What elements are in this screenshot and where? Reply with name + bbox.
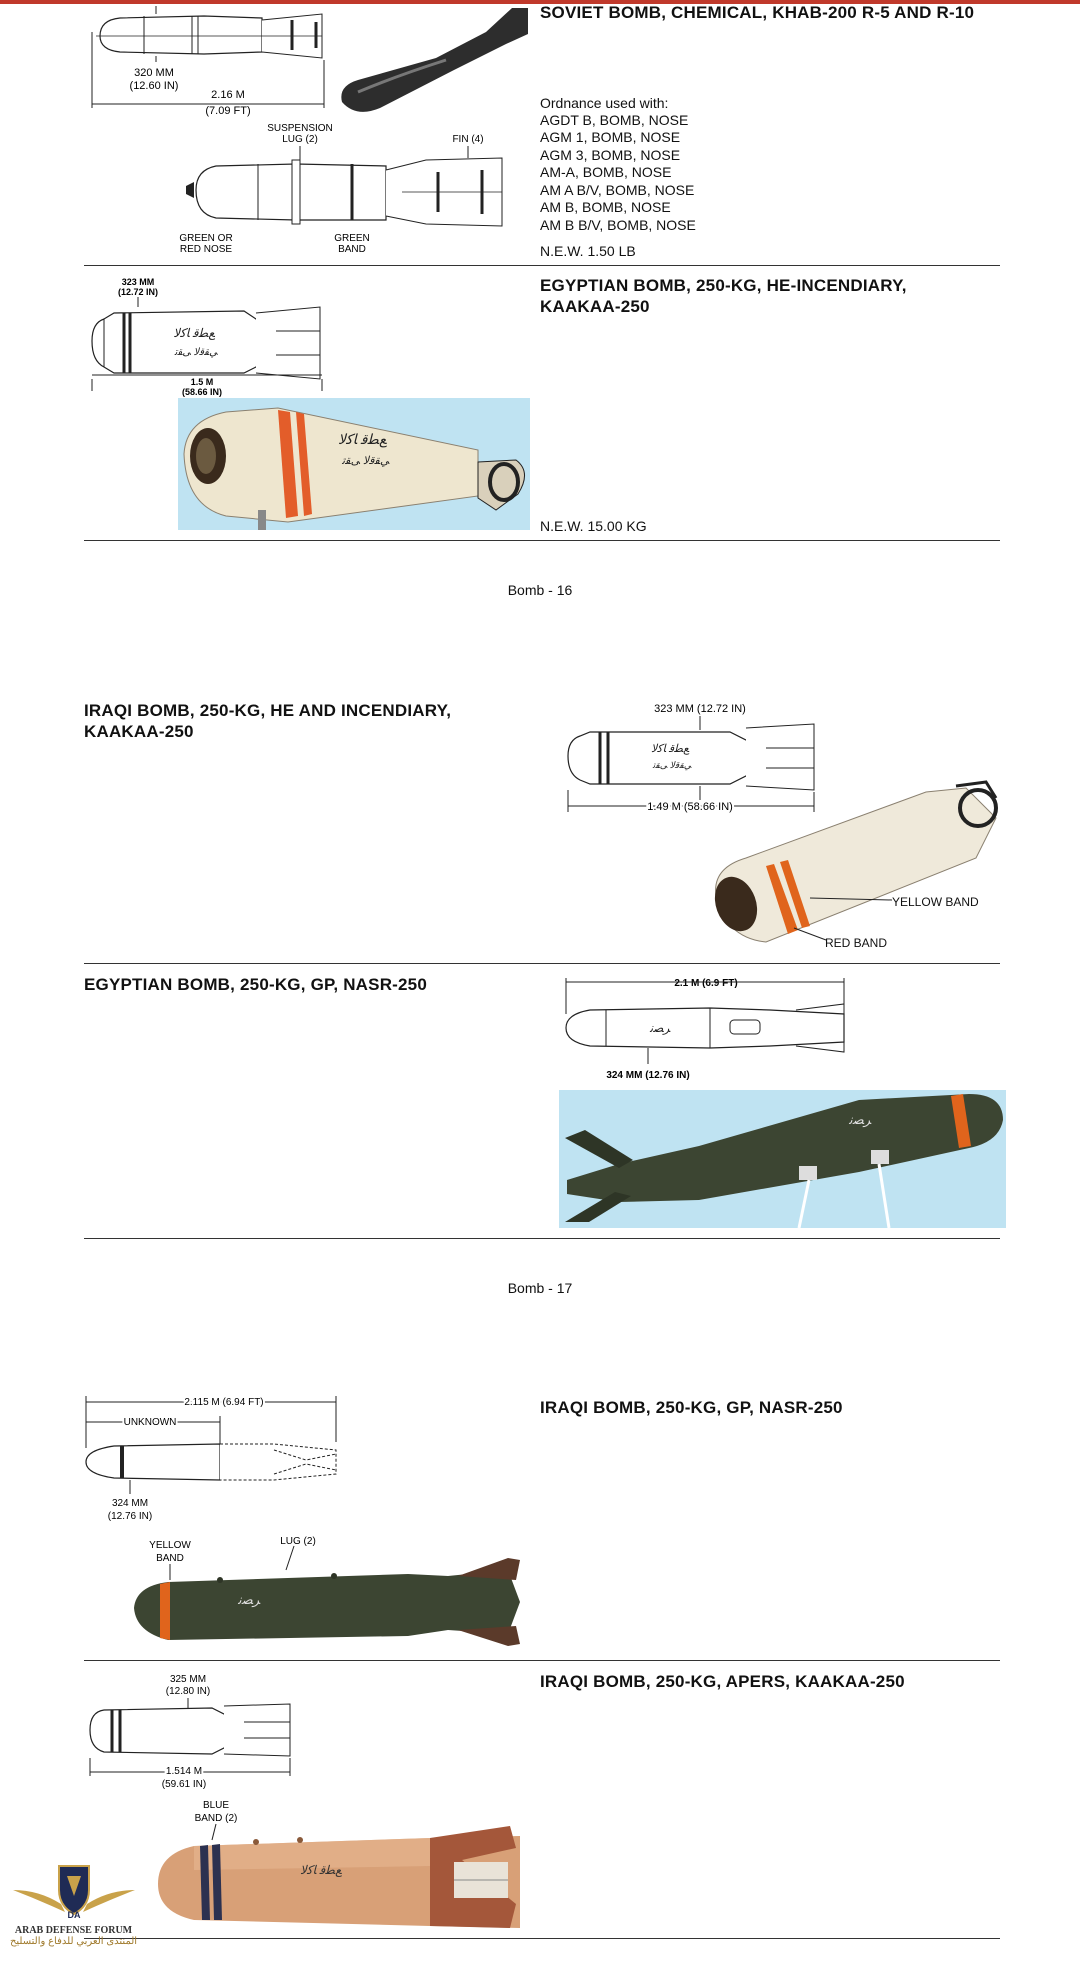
ira-blue-label1: BLUE — [202, 1800, 230, 1811]
khab200-new: N.E.W. 1.50 LB — [540, 243, 636, 259]
egypt-nasr-title: EGYPTIAN BOMB, 250-KG, GP, NASR-250 — [84, 975, 427, 994]
egk-len-in-label: (58.66 IN) — [181, 387, 223, 397]
khab-nose-label2: RED NOSE — [179, 244, 233, 255]
ira-dia-label: 325 MM — [169, 1674, 207, 1685]
svg-text:ﻊﻄﻗ ﺎﻛﻻ: ﻊﻄﻗ ﺎﻛﻻ — [650, 743, 690, 755]
egypt-kaakaa-title-1: EGYPTIAN BOMB, 250-KG, HE-INCENDIARY, — [540, 276, 907, 295]
iraqi-nasr-line-drawing — [84, 1392, 344, 1528]
iraqi-nasr-title: IRAQI BOMB, 250-KG, GP, NASR-250 — [540, 1398, 843, 1417]
svg-text:ﻊﻄﻗ ﺎﻛﻻ: ﻊﻄﻗ ﺎﻛﻻ — [300, 1863, 342, 1877]
iraqi-kaakaa-title-1: IRAQI BOMB, 250-KG, HE AND INCENDIARY, — [84, 701, 452, 720]
ira-dia-in-label: (12.80 IN) — [165, 1686, 211, 1697]
section-divider — [84, 963, 1000, 964]
khab-lug-label1: SUSPENSION — [267, 123, 333, 134]
khab200-title: SOVIET BOMB, CHEMICAL, KHAB-200 R-5 AND R-10 — [540, 3, 975, 22]
irn-unknown-label: UNKNOWN — [123, 1417, 177, 1428]
iraqi-apers-line-drawing — [84, 1670, 304, 1792]
red-band-label: RED BAND — [825, 936, 888, 950]
khab200-photo — [336, 4, 528, 120]
ordnance-item: AM A B/V, BOMB, NOSE — [540, 182, 695, 198]
shield-icon — [9, 1860, 139, 1920]
svg-text:ﻲﻘﻗﻻ ﻰﻘﺗ: ﻲﻘﻗﻻ ﻰﻘﺗ — [342, 455, 390, 467]
ordnance-heading: Ordnance used with: — [540, 95, 669, 111]
khab-dia-label: 320 MM — [134, 67, 174, 79]
egypt-kaakaa-new: N.E.W. 15.00 KG — [540, 518, 647, 534]
egn-dia-label: 324 MM (12.76 IN) — [606, 1070, 690, 1081]
ira-len-label: 1.514 M — [165, 1766, 203, 1777]
svg-text:ﻲﻘﻗﻻ ﻰﻘﺗ: ﻲﻘﻗﻻ ﻰﻘﺗ — [652, 760, 692, 770]
egypt-nasr-line-drawing — [560, 974, 850, 1084]
khab-len-ft-label: (7.09 FT) — [205, 105, 251, 117]
logo-text-ar: المنتدى العربي للدفاع والتسليح — [9, 1936, 138, 1947]
svg-text:ﻊﻄﻗ ﺎﻛﻻ: ﻊﻄﻗ ﺎﻛﻻ — [338, 431, 387, 447]
egypt-kaakaa-photo — [178, 398, 530, 530]
iraqi-apers-title: IRAQI BOMB, 250-KG, APERS, KAAKAA-250 — [540, 1672, 905, 1691]
svg-text:ﻊﻄﻗ ﺎﻛﻻ: ﻊﻄﻗ ﺎﻛﻻ — [173, 326, 215, 340]
ordnance-item: AM B, BOMB, NOSE — [540, 199, 671, 215]
section-divider — [84, 1238, 1000, 1239]
irk-len-label: 1.49 M (58.66 IN) — [647, 801, 733, 813]
svg-text:DA: DA — [67, 1910, 80, 1920]
khab-band-label2: BAND — [338, 244, 366, 255]
svg-text:ﺮﺼﻧ: ﺮﺼﻧ — [238, 1592, 261, 1607]
khab-band-label1: GREEN — [334, 233, 370, 244]
egk-dia-in-label: (12.72 IN) — [117, 287, 159, 297]
section-divider — [84, 540, 1000, 541]
svg-text:ﺮﺼﻧ: ﺮﺼﻧ — [849, 1112, 872, 1127]
ira-blue-label2: BAND (2) — [194, 1813, 238, 1824]
ira-len-in-label: (59.61 IN) — [161, 1779, 207, 1790]
iraqi-nasr-photo — [128, 1530, 526, 1648]
irn-lug-label: LUG (2) — [280, 1536, 316, 1547]
svg-text:ﺮﺼﻧ: ﺮﺼﻧ — [649, 1021, 671, 1035]
irk-dia-label: 323 MM (12.72 IN) — [654, 703, 746, 715]
irn-dia-label: 324 MM — [111, 1498, 149, 1509]
khab-dia-in-label: (12.60 IN) — [129, 80, 179, 92]
ordnance-item: AM-A, BOMB, NOSE — [540, 164, 672, 180]
yellow-band-label: YELLOW BAND — [892, 895, 979, 909]
egypt-kaakaa-line-drawing — [84, 275, 334, 397]
khab200-line-drawing-bottom — [176, 120, 506, 256]
page-number: Bomb - 17 — [507, 1280, 573, 1296]
egk-len-label: 1.5 M — [190, 377, 214, 387]
ordnance-item: AGDT B, BOMB, NOSE — [540, 112, 689, 128]
section-divider — [84, 1938, 1000, 1939]
egk-dia-label: 323 MM — [121, 277, 155, 287]
khab200-line-drawing-top — [84, 6, 334, 118]
logo-text-en: ARAB DEFENSE FORUM — [14, 1925, 133, 1936]
khab-lug-label2: LUG (2) — [282, 134, 318, 145]
svg-text:ﻲﻘﻗﻻ ﻰﻘﺗ: ﻲﻘﻗﻻ ﻰﻘﺗ — [174, 347, 218, 358]
egypt-kaakaa-title-2: KAAKAA-250 — [540, 297, 650, 316]
khab-nose-label1: GREEN OR — [179, 233, 233, 244]
irn-len-label: 2.115 M (6.94 FT) — [184, 1397, 264, 1408]
ordnance-item: AGM 3, BOMB, NOSE — [540, 147, 681, 163]
iraqi-kaakaa-title-2: KAAKAA-250 — [84, 722, 194, 741]
khab-len-label: 2.16 M — [211, 89, 245, 101]
egypt-nasr-photo — [559, 1090, 1006, 1228]
khab-fin-label: FIN (4) — [452, 134, 484, 145]
irn-dia-in-label: (12.76 IN) — [107, 1511, 153, 1522]
iraqi-kaakaa-photo — [706, 778, 1002, 948]
section-divider — [84, 1660, 1000, 1661]
irn-yellow-label2: BAND — [156, 1553, 184, 1564]
irn-yellow-label1: YELLOW — [149, 1540, 191, 1551]
iraqi-apers-photo — [150, 1796, 522, 1930]
ordnance-item: AM B B/V, BOMB, NOSE — [540, 217, 696, 233]
egn-len-label: 2.1 M (6.9 FT) — [674, 978, 738, 989]
arab-defense-forum-logo — [6, 1860, 141, 1960]
ordnance-item: AGM 1, BOMB, NOSE — [540, 129, 681, 145]
page-number: Bomb - 16 — [507, 582, 573, 598]
section-divider — [84, 265, 1000, 266]
